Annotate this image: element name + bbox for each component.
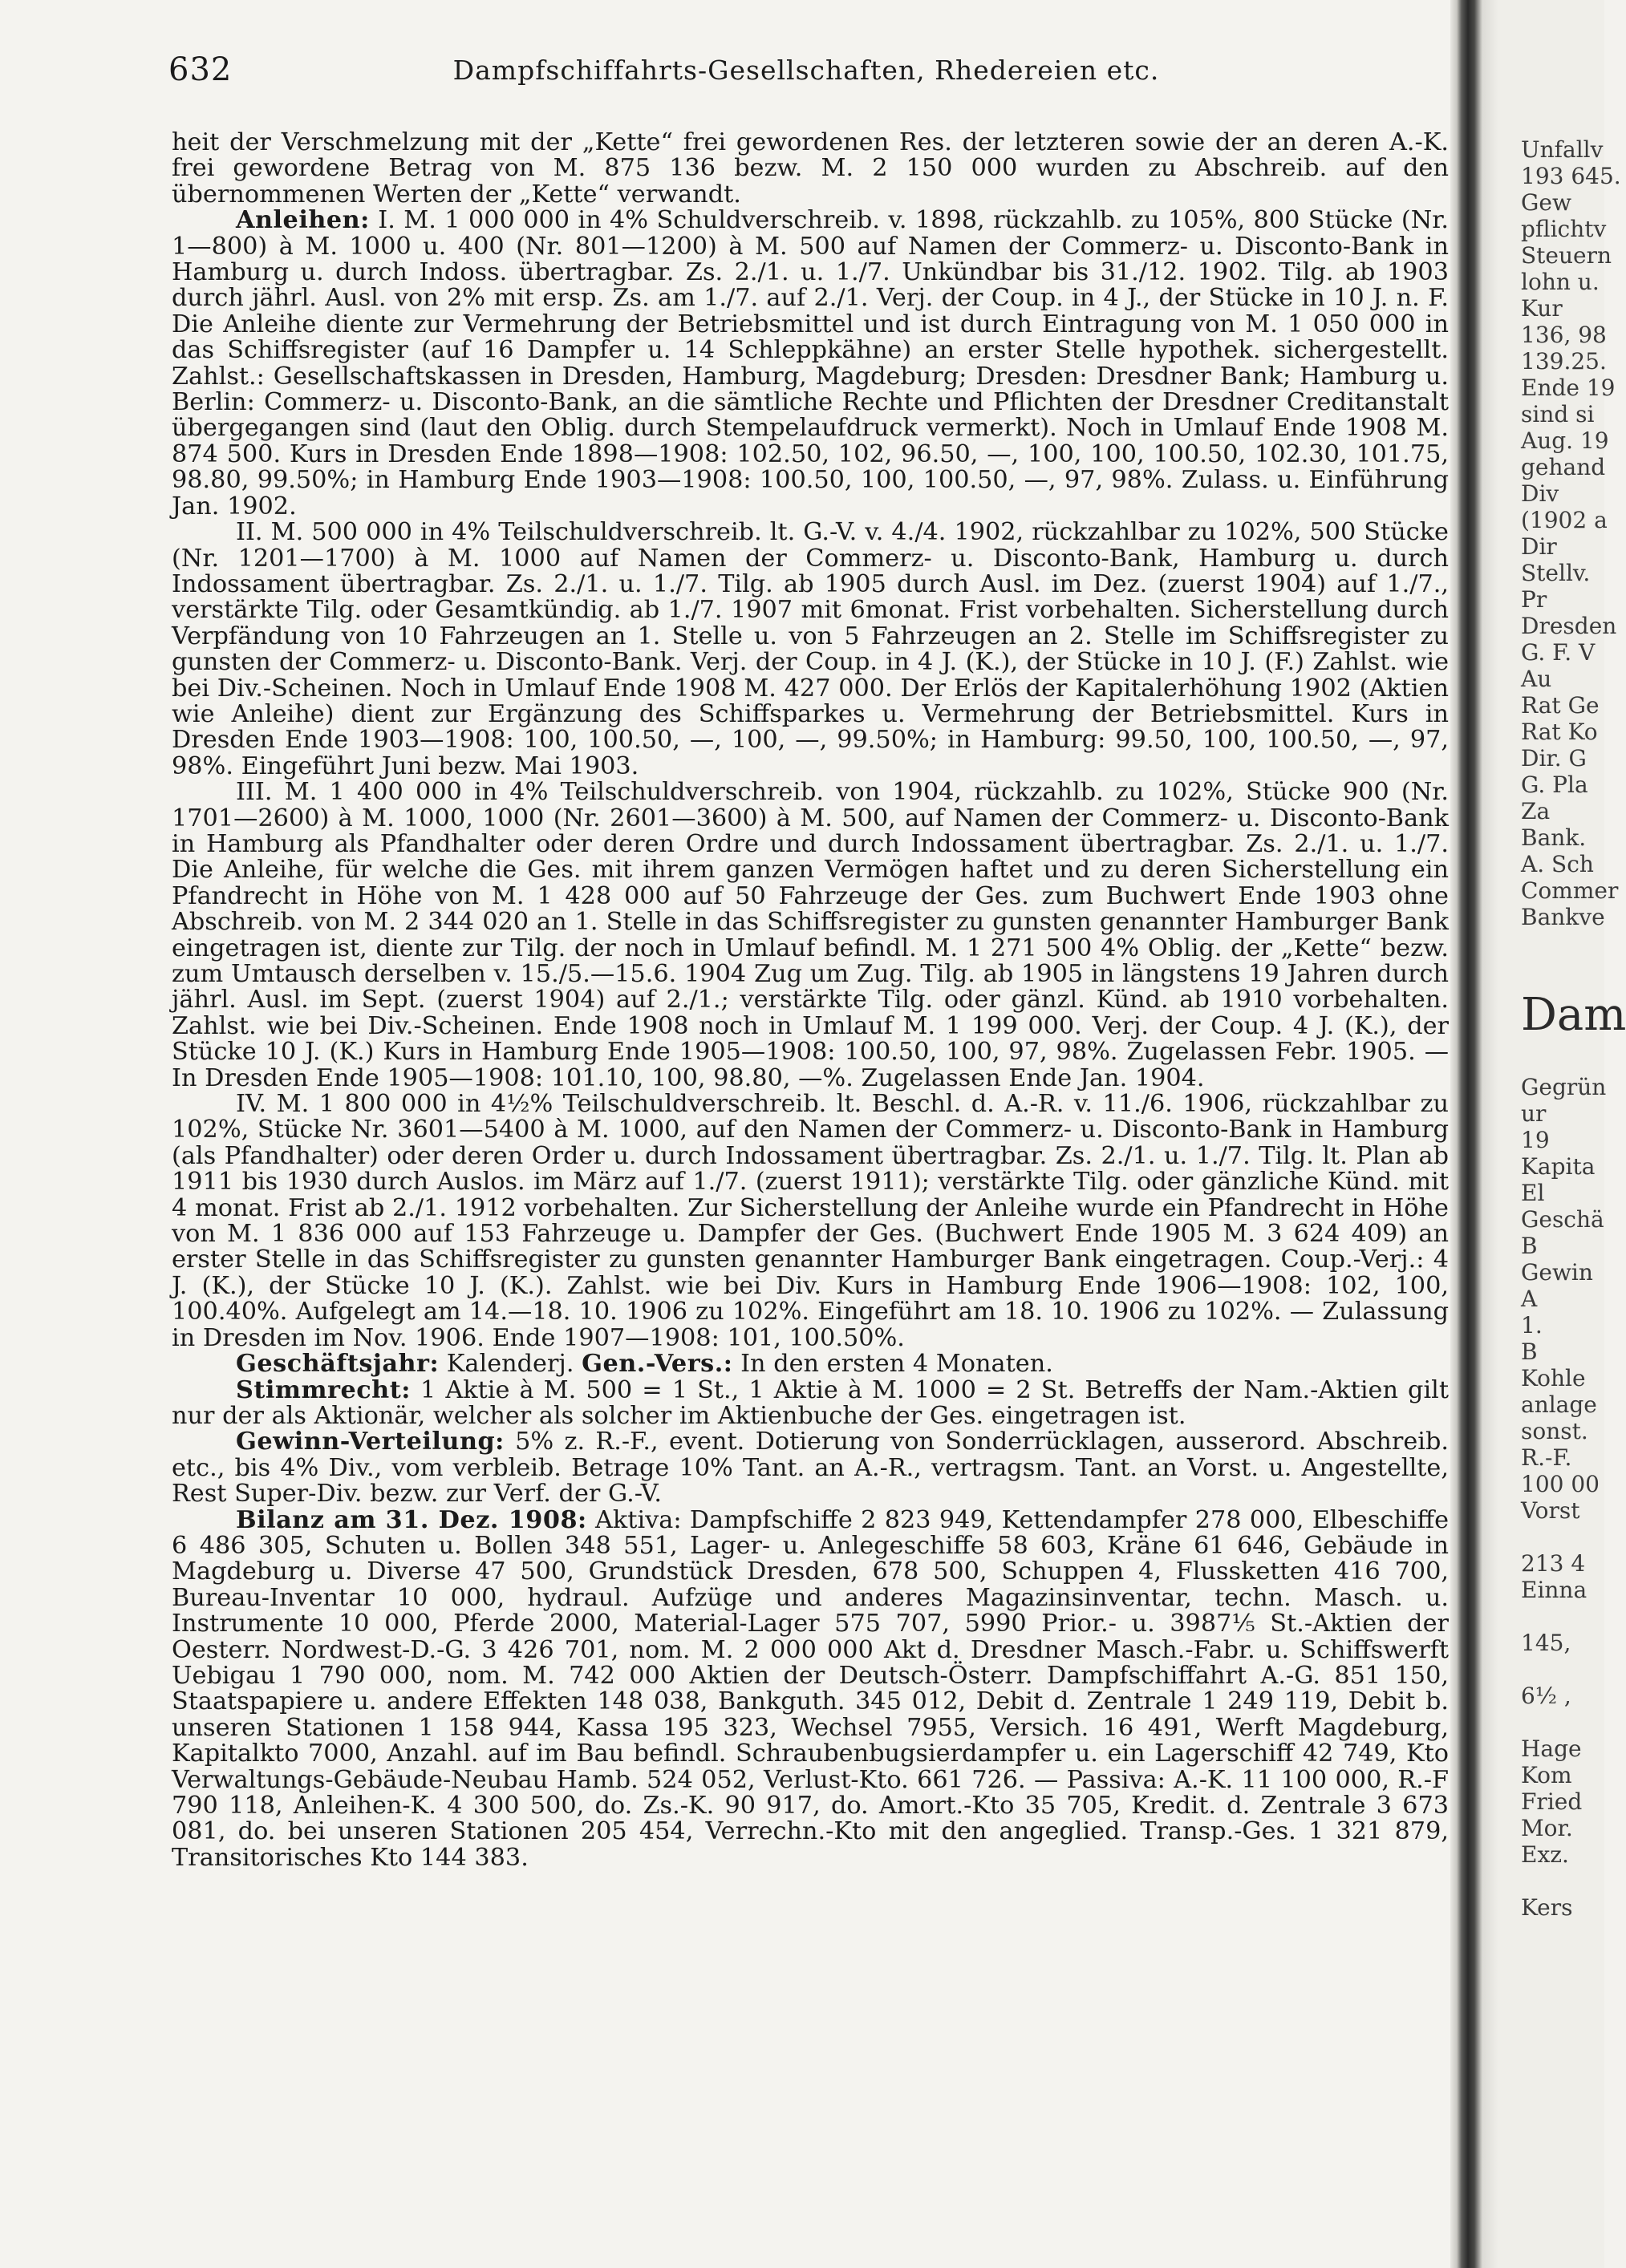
adjacent-page-line: 6½ , xyxy=(1521,1683,1571,1709)
paragraph-text: Kalenderj. xyxy=(439,1350,582,1379)
paragraph xyxy=(172,1091,1449,1351)
paragraph-text: IV. M. 1 800 000 in 4½% Teilschuldverschreib. lt. Beschl. d. A.-R. v. 11./6. 1906, rückzahlbar zu 102%, Stücke Nr. 3601—5400 à M. 1000, auf den Namen der Commerz- u. Disconto-Bank in Hamburg (als Pfandhalter) oder deren Order u. durch Indossament übertragbar. Zs. 2./1. u. 1./7. Tilg. lt. Plan ab 1911 bis 1930 durch Auslos. im März auf 1./7. (zuerst 1911); verstärkte Tilg. oder gänzliche Künd. mit 4 monat. Frist ab 2./1. 1912 vorbehalten. Zur Sicherstellung der Anleihe wurde ein Pfandrecht in Höhe von M. 1 836 000 auf 153 Fahrzeuge u. Dampfer der Ges. (Buchwert Ende 1905 M. 3 624 409) an erster Stelle in das Schiffsregister zu gunsten genannter Hamburger Bank eingetragen. Coup.-Verj.: 4 J. (K.), der Stücke 10 J. (K.). Zahlst. wie bei Div. Kurs in Hamburg Ende 1906—1908: 102, 100, 100.40%. Aufgelegt am 14.—18. 10. 1906 zu 102%. Eingeführt am 18. 10. 1906 zu 102%. — Zulassung in Dresden im Nov. 1906. Ende 1907—1908: 101, 100.50%. xyxy=(172,1090,1449,1352)
adjacent-page-line xyxy=(1521,930,1604,957)
adjacent-page-line: R.-F. xyxy=(1521,1444,1572,1471)
paragraph-text: 5% z. R.-F., event. Dotierung von Sonderrücklagen, ausserord. Abschreib. etc., bis 4% Div., vom verbleib. Betrage 10% Tant. an A.-R., vertragsm. Tant. an Vorst. u. Angestellte, Rest Super-Div. bezw. zur Verf. der G.-V. xyxy=(172,1428,1449,1509)
adjacent-page-line: anlage xyxy=(1521,1391,1597,1418)
adjacent-page-line xyxy=(1521,1603,1604,1630)
paragraph xyxy=(172,1375,1449,1430)
adjacent-page-line xyxy=(1521,1868,1604,1894)
paragraph-text: II. M. 500 000 in 4% Teilschuldverschreib. lt. G.-V. v. 4./4. 1902, rückzahlbar zu 102%, 500 Stücke (Nr. 1201—1700) à M. 1000 auf Namen der Commerz- u. Disconto-Bank, Hamburg u. durch Indossament übertragbar. Zs. 2./1. u. 1./7. Tilg. ab 1905 durch Ausl. im Dez. (zuerst 1904) auf 1./7., verstärkte Tilg. oder Gesamtkündig. ab 1./7. 1907 mit 6monat. Frist vorbehalten. Sicherstellung durch Verpfändung von 10 Fahrzeugen an 1. Stelle u. von 5 Fahrzeugen an 2. Stelle im Schiffsregister zu gunsten der Commerz- u. Disconto-Bank. Verj. der Coup. in 4 J. (K.), der Stücke in 10 J. (F.) Zahlst. wie bei Div.-Scheinen. Noch in Umlauf Ende 1908 M. 427 000. Der Erlös der Kapitalerhöhung 1902 (Aktien wie Anleihe) dient zur Ergänzung des Schiffsparkes u. Vermehrung der Betriebsmittel. Kurs in Dresden Ende 1903—1908: 100, 100.50, —, 100, —, 99.50%; in Hamburg: 99.50, 100, 100.50, —, 97, 98%. Eingeführt Juni bezw. Mai 1903. xyxy=(172,518,1449,780)
adjacent-page-line: 19 xyxy=(1521,1127,1550,1153)
page-number: 632 xyxy=(168,51,233,88)
adjacent-page-line: 145, xyxy=(1521,1630,1571,1656)
adjacent-page-line: B xyxy=(1521,1339,1538,1365)
adjacent-page-line: Hage xyxy=(1521,1735,1582,1762)
paragraph-text: III. M. 1 400 000 in 4% Teilschuldverschreib. von 1904, rückzahlb. zu 102%, Stücke 900 (Nr. 1701—2600) à M. 1000, 1000 (Nr. 2601—3600) à M. 500, auf Namen der Commerz- u. Disconto-Bank in Hamburg als Pfandhalter oder deren Ordre und durch Indossament übertragbar. Zs. 2./1. u. 1./7. Die Anleihe, für welche die Ges. mit ihrem ganzen Vermögen haftet und zu deren Sicherstellung ein Pfandrecht in Höhe von M. 1 428 000 auf 50 Fahrzeuge der Ges. zum Buchwert Ende 1903 ohne Abschreib. von M. 2 344 020 an 1. Stelle in das Schiffsregister zu gunsten genannter Hamburger Bank eingetragen ist, diente zur Tilg. der noch in Umlauf befindl. M. 1 271 500 4% Oblig. der „Kette“ bezw. zum Umtausch derselben v. 15./5.—15.6. 1904 Zug um Zug. Tilg. ab 1905 in längstens 19 Jahren durch jährl. Ausl. im Sept. (zuerst 1904) auf 2./1.; verstärkte Tilg. oder gänzl. Künd. ab 1910 vorbehalten. Zahlst. wie bei Div.-Scheinen. Ende 1908 noch in Umlauf M. 1 199 000. Verj. der Coup. 4 J. (K.), der Stücke 10 J. (K.) Kurs in Hamburg Ende 1905—1908: 100.50, 100, 97, 98%. Zugelassen Febr. 1905. — In Dresden Ende 1905—1908: 101.10, 100, 98.80, —%. Zugelassen Ende Jan. 1904. xyxy=(172,778,1449,1092)
paragraph-text: Aktiva: Dampfschiffe 2 823 949, Kettendampfer 278 000, Elbeschiffe 6 486 305, Schuten u. Bollen 348 551, Lager- u. Anlegeschiffe 58 603, Kräne 61 646, Gebäude in Magdeburg u. Diverse 47 500, Grundstück Dresden, 678 500, Schuppen 4, Flussketten 416 700, Bureau-Inventar 10 000, hydraul. Aufzüge und anderes Magazinsinventar, techn. Masch. u. Instrumente 10 000, Pferde 2000, Material-Lager 575 707, 5990 Prior.- u. 3987⅕ St.-Aktien der Oesterr. Nordwest-D.-G. 3 426 701, nom. M. 2 000 000 Akt d. Dresdner Masch.-Fabr. u. Schiffswerft Uebigau 1 790 000, nom. M. 742 000 Aktien der Deutsch-Österr. Dampfschiffahrt A.-G. 851 150, Staatspapiere u. andere Effekten 148 038, Bankguth. 345 012, Debit d. Zentrale 1 249 119, Debit b. unseren Stationen 1 158 944, Kassa 195 323, Wechsel 7955, Versich. 16 491, Werft Magdeburg, Kapitalkto 7000, Anzahl. auf im Bau befindl. Schraubenbugsierdampfer u. ein Lagerschiff 42 749, Kto Verwaltungs-Gebäude-Neubau Hamb. 524 052, Verlust-Kto. 661 726. — Passiva: A.-K. 11 100 000, R.-F 790 118, Anleihen-K. 4 300 500, do. Zs.-K. 90 917, do. Amort.-Kto 35 705, Kredit. d. Zentrale 3 673 081, do. bei unseren Stationen 205 454, Verrechn.-Kto mit den angeglied. Transp.-Ges. 1 321 879, Transitorisches Kto 144 383. xyxy=(172,1505,1450,1872)
paragraph-text: In den ersten 4 Monaten. xyxy=(732,1350,1053,1379)
section-label: Gen.-Vers.: xyxy=(582,1350,733,1379)
adjacent-page-line: Einna xyxy=(1521,1577,1587,1603)
adjacent-page-line: A xyxy=(1521,1286,1538,1312)
adjacent-page-line: gehand xyxy=(1521,454,1606,480)
adjacent-page-line: Dresden xyxy=(1521,613,1617,639)
paragraph-text: I. M. 1 000 000 in 4% Schuldverschreib. v. 1898, rückzahlb. zu 105%, 800 Stücke (Nr. 1—800) à M. 1000 u. 400 (Nr. 801—1200) à M. 500 auf Namen der Commerz- u. Disconto-Bank in Hamburg u. durch Indoss. übertragbar. Zs. 2./1. u. 1./7. Unkündbar bis 31./12. 1902. Tilg. ab 1903 durch jährl. Ausl. von 2% mit ersp. Zs. am 1./7. auf 2./1. Verj. der Coup. in 4 J., der Stücke in 10 J. n. F. Die Anleihe diente zur Vermehrung der Betriebsmittel und ist durch Eintragung von M. 1 050 000 in das Schiffsregister (auf 16 Dampfer u. 14 Schleppkähne) an erster Stelle hypothek. sichergestellt. Zahlst.: Gesellschaftskassen in Dresden, Hamburg, Magdeburg; Dresden: Dresdner Bank; Hamburg u. Berlin: Commerz- u. Disconto-Bank, an die sämtliche Rechte und Pflichten der Dresdner Creditanstalt übergegangen sind (laut den Oblig. durch Stempelaufdruck vermerkt). Noch in Umlauf Ende 1908 M. 874 500. Kurs in Dresden Ende 1898—1908: 102.50, 102, 96.50, —, 100, 100, 100.50, 102.30, 101.75, 98.80, 99.50%; in Hamburg Ende 1903—1908: 100.50, 100, 100.50, —, 97, 98%. Zulass. u. Einführung Jan. 1902. xyxy=(172,206,1449,520)
adjacent-page-line: Rat Ge xyxy=(1521,692,1600,719)
paragraph xyxy=(172,208,1449,520)
running-head xyxy=(168,51,1444,99)
section-label: Stimmrecht: xyxy=(236,1375,411,1404)
adjacent-page-line: lohn u. xyxy=(1521,269,1600,295)
adjacent-page-line: Kur xyxy=(1521,295,1563,322)
adjacent-page-column xyxy=(1521,136,1626,2221)
paragraph xyxy=(172,130,1449,208)
body-text xyxy=(172,130,1449,1871)
paragraph xyxy=(172,780,1449,1091)
adjacent-page-line: Gegrün xyxy=(1521,1074,1607,1100)
adjacent-page-line: Bankve xyxy=(1521,904,1605,930)
adjacent-page-line: Geschä xyxy=(1521,1206,1604,1233)
adjacent-page-line: Pr xyxy=(1521,586,1547,613)
paragraph-text: 1 Aktie à M. 500 = 1 St., 1 Aktie à M. 1000 = 2 St. Betreffs der Nam.-Aktien gilt nur der als Aktionär, welcher als solcher im Aktienbuche der Ges. eingetragen ist. xyxy=(172,1375,1449,1430)
paragraph xyxy=(172,1351,1449,1377)
paragraph xyxy=(172,520,1449,780)
adjacent-page-line: 193 645. xyxy=(1521,163,1621,189)
adjacent-page-line: sonst. xyxy=(1521,1418,1588,1444)
adjacent-page-line: (1902 a xyxy=(1521,507,1608,533)
section-label: Gewinn-Verteilung: xyxy=(236,1428,505,1456)
adjacent-page-line: sind si xyxy=(1521,401,1595,427)
adjacent-page-line: ur xyxy=(1521,1100,1547,1127)
adjacent-page-line: G. Pla xyxy=(1521,772,1588,798)
adjacent-page-line: Gew xyxy=(1521,189,1571,216)
adjacent-page-line: Kohle xyxy=(1521,1365,1586,1391)
adjacent-page-line: Exz. xyxy=(1521,1841,1569,1868)
adjacent-page-line: B xyxy=(1521,1233,1538,1259)
adjacent-page-line: 139.25. xyxy=(1521,348,1607,375)
adjacent-page-line: 100 00 xyxy=(1521,1471,1600,1497)
section-label: Anleihen: xyxy=(236,206,370,235)
paragraph-text: heit der Verschmelzung mit der „Kette“ frei gewordenen Res. der letzteren sowie der an deren A.-K. frei gewordene Betrag von M. 875 136 bezw. M. 2 150 000 wurden zu Abschreib. auf den übernommenen Werten der „Kette“ verwandt. xyxy=(172,128,1449,209)
adjacent-page-line: Stellv. xyxy=(1521,560,1591,586)
adjacent-page-line: Unfallv xyxy=(1521,136,1604,163)
adjacent-page-line xyxy=(1521,1047,1604,1074)
section-label: Geschäftsjahr: xyxy=(236,1350,440,1379)
adjacent-page-line: Steuern xyxy=(1521,242,1612,269)
section-label: Bilanz am 31. Dez. 1908: xyxy=(236,1505,587,1534)
adjacent-page-line: Kers xyxy=(1521,1894,1573,1921)
adjacent-page-line: pflichtv xyxy=(1521,216,1607,242)
adjacent-page-line: El xyxy=(1521,1180,1545,1206)
adjacent-page-line: Gewin xyxy=(1521,1259,1593,1286)
adjacent-page-line: Kapita xyxy=(1521,1153,1596,1180)
adjacent-page-line xyxy=(1521,1709,1604,1735)
adjacent-page-line: 1. xyxy=(1521,1312,1543,1339)
adjacent-page-line: Fried xyxy=(1521,1788,1583,1815)
adjacent-page-line: Dir. G xyxy=(1521,745,1587,772)
adjacent-page-line: Vorst xyxy=(1521,1497,1580,1524)
paragraph xyxy=(172,1505,1450,1872)
adjacent-page-line: Commer xyxy=(1521,877,1619,904)
adjacent-page-line: A. Sch xyxy=(1521,851,1594,877)
paragraph xyxy=(172,1429,1449,1507)
adjacent-page-line: Rat Ko xyxy=(1521,719,1598,745)
adjacent-page-line xyxy=(1521,1524,1604,1550)
adjacent-page-line: G. F. V xyxy=(1521,639,1596,666)
adjacent-page-line: 213 4 xyxy=(1521,1550,1586,1577)
adjacent-page-line: 136, 98 xyxy=(1521,322,1607,348)
adjacent-page-line: Kom xyxy=(1521,1762,1572,1788)
page-title: Dampfschiffahrts-Gesellschaften, Rhedereien etc. xyxy=(452,55,1160,86)
adjacent-page-line: Za xyxy=(1521,798,1551,824)
adjacent-page-line: Aug. 19 xyxy=(1521,427,1609,454)
adjacent-page-line: Dam xyxy=(1521,989,1626,1041)
adjacent-page-line: Bank. xyxy=(1521,824,1587,851)
adjacent-page-line: Ende 19 xyxy=(1521,375,1616,401)
adjacent-page-line: Au xyxy=(1521,666,1552,692)
adjacent-page-line: Div xyxy=(1521,480,1559,507)
adjacent-page-line: Mor. xyxy=(1521,1815,1573,1841)
adjacent-page-line: Dir xyxy=(1521,533,1557,560)
adjacent-page-line xyxy=(1521,957,1604,983)
adjacent-page-line xyxy=(1521,1656,1604,1683)
